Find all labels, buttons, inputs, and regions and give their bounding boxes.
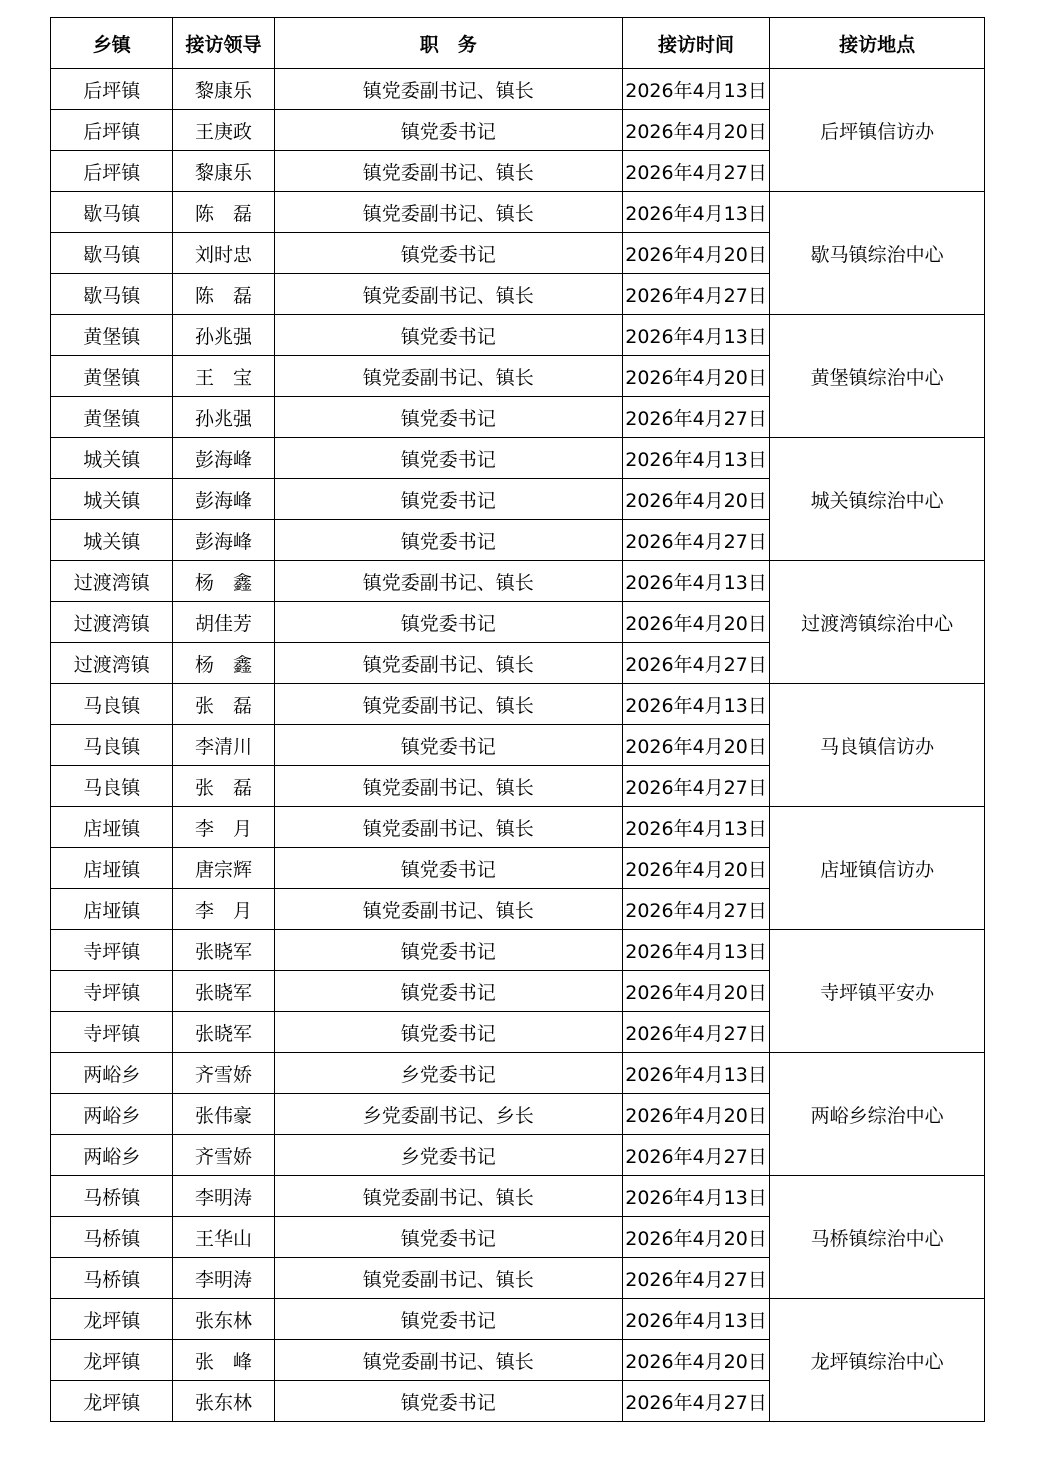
town-cell: 寺坪镇 — [51, 1012, 173, 1053]
position-cell: 镇党委书记 — [274, 1217, 622, 1258]
position-cell: 镇党委副书记、镇长 — [274, 766, 622, 807]
header-position: 职 务 — [274, 18, 622, 69]
time-cell: 2026年4月20日 — [622, 1094, 769, 1135]
position-cell: 镇党委书记 — [274, 397, 622, 438]
time-cell: 2026年4月20日 — [622, 356, 769, 397]
table-row — [51, 69, 985, 110]
town-cell: 店垭镇 — [51, 889, 173, 930]
position-cell: 镇党委副书记、镇长 — [274, 192, 622, 233]
position-cell: 镇党委副书记、镇长 — [274, 1340, 622, 1381]
leader-cell: 王庚政 — [173, 110, 274, 151]
time-cell: 2026年4月27日 — [622, 397, 769, 438]
town-cell: 过渡湾镇 — [51, 643, 173, 684]
location-cell: 马桥镇综治中心 — [770, 1176, 985, 1299]
time-cell: 2026年4月13日 — [622, 315, 769, 356]
header-location: 接访地点 — [770, 18, 985, 69]
town-cell: 后坪镇 — [51, 110, 173, 151]
location-cell: 歇马镇综治中心 — [770, 192, 985, 315]
leader-cell: 王华山 — [173, 1217, 274, 1258]
location-cell: 两峪乡综治中心 — [770, 1053, 985, 1176]
town-cell: 城关镇 — [51, 479, 173, 520]
time-cell: 2026年4月13日 — [622, 438, 769, 479]
time-cell: 2026年4月20日 — [622, 725, 769, 766]
position-cell: 镇党委副书记、镇长 — [274, 807, 622, 848]
time-cell: 2026年4月27日 — [622, 151, 769, 192]
location-cell: 店垭镇信访办 — [770, 807, 985, 930]
town-cell: 寺坪镇 — [51, 971, 173, 1012]
position-cell: 镇党委书记 — [274, 438, 622, 479]
time-cell: 2026年4月13日 — [622, 930, 769, 971]
town-cell: 马桥镇 — [51, 1258, 173, 1299]
town-cell: 过渡湾镇 — [51, 602, 173, 643]
time-cell: 2026年4月13日 — [622, 1299, 769, 1340]
table-row — [51, 1176, 985, 1217]
location-cell: 过渡湾镇综治中心 — [770, 561, 985, 684]
town-cell: 城关镇 — [51, 520, 173, 561]
table-row — [51, 438, 985, 479]
position-cell: 镇党委书记 — [274, 1299, 622, 1340]
position-cell: 镇党委书记 — [274, 315, 622, 356]
leader-cell: 张伟豪 — [173, 1094, 274, 1135]
leader-cell: 彭海峰 — [173, 438, 274, 479]
town-cell: 后坪镇 — [51, 151, 173, 192]
leader-cell: 张 峰 — [173, 1340, 274, 1381]
leader-cell: 黎康乐 — [173, 69, 274, 110]
town-cell: 两峪乡 — [51, 1135, 173, 1176]
time-cell: 2026年4月13日 — [622, 561, 769, 602]
time-cell: 2026年4月20日 — [622, 848, 769, 889]
table-row — [51, 315, 985, 356]
leader-cell: 李明涛 — [173, 1176, 274, 1217]
time-cell: 2026年4月27日 — [622, 520, 769, 561]
position-cell: 镇党委书记 — [274, 971, 622, 1012]
town-cell: 马良镇 — [51, 684, 173, 725]
position-cell: 乡党委书记 — [274, 1135, 622, 1176]
table-row — [51, 1299, 985, 1340]
time-cell: 2026年4月27日 — [622, 889, 769, 930]
location-cell: 寺坪镇平安办 — [770, 930, 985, 1053]
town-cell: 两峪乡 — [51, 1053, 173, 1094]
position-cell: 镇党委副书记、镇长 — [274, 684, 622, 725]
leader-cell: 李 月 — [173, 807, 274, 848]
leader-cell: 王 宝 — [173, 356, 274, 397]
leader-cell: 齐雪娇 — [173, 1135, 274, 1176]
town-cell: 黄堡镇 — [51, 397, 173, 438]
time-cell: 2026年4月27日 — [622, 1012, 769, 1053]
position-cell: 镇党委副书记、镇长 — [274, 69, 622, 110]
time-cell: 2026年4月27日 — [622, 274, 769, 315]
position-cell: 镇党委副书记、镇长 — [274, 643, 622, 684]
location-cell: 城关镇综治中心 — [770, 438, 985, 561]
town-cell: 黄堡镇 — [51, 315, 173, 356]
leader-cell: 刘时忠 — [173, 233, 274, 274]
location-cell: 马良镇信访办 — [770, 684, 985, 807]
leader-cell: 孙兆强 — [173, 397, 274, 438]
header-town: 乡镇 — [51, 18, 173, 69]
time-cell: 2026年4月27日 — [622, 1381, 769, 1422]
leader-cell: 杨 鑫 — [173, 643, 274, 684]
position-cell: 乡党委副书记、乡长 — [274, 1094, 622, 1135]
table-row — [51, 561, 985, 602]
time-cell: 2026年4月13日 — [622, 807, 769, 848]
reception-schedule-table — [50, 17, 985, 1422]
schedule-body — [51, 69, 985, 1422]
location-cell: 后坪镇信访办 — [770, 69, 985, 192]
town-cell: 城关镇 — [51, 438, 173, 479]
position-cell: 镇党委副书记、镇长 — [274, 1258, 622, 1299]
position-cell: 镇党委副书记、镇长 — [274, 151, 622, 192]
leader-cell: 李 月 — [173, 889, 274, 930]
town-cell: 马桥镇 — [51, 1176, 173, 1217]
position-cell: 乡党委书记 — [274, 1053, 622, 1094]
position-cell: 镇党委书记 — [274, 848, 622, 889]
town-cell: 后坪镇 — [51, 69, 173, 110]
leader-cell: 张晓军 — [173, 930, 274, 971]
time-cell: 2026年4月20日 — [622, 233, 769, 274]
header-leader: 接访领导 — [173, 18, 274, 69]
leader-cell: 彭海峰 — [173, 520, 274, 561]
leader-cell: 胡佳芳 — [173, 602, 274, 643]
leader-cell: 张东林 — [173, 1381, 274, 1422]
time-cell: 2026年4月20日 — [622, 110, 769, 151]
town-cell: 龙坪镇 — [51, 1299, 173, 1340]
leader-cell: 张晓军 — [173, 1012, 274, 1053]
position-cell: 镇党委书记 — [274, 725, 622, 766]
position-cell: 镇党委书记 — [274, 520, 622, 561]
leader-cell: 黎康乐 — [173, 151, 274, 192]
position-cell: 镇党委书记 — [274, 1012, 622, 1053]
time-cell: 2026年4月13日 — [622, 192, 769, 233]
time-cell: 2026年4月20日 — [622, 1340, 769, 1381]
time-cell: 2026年4月13日 — [622, 1176, 769, 1217]
leader-cell: 彭海峰 — [173, 479, 274, 520]
leader-cell: 张 磊 — [173, 766, 274, 807]
position-cell: 镇党委书记 — [274, 233, 622, 274]
table-row — [51, 930, 985, 971]
town-cell: 歇马镇 — [51, 192, 173, 233]
town-cell: 歇马镇 — [51, 274, 173, 315]
town-cell: 黄堡镇 — [51, 356, 173, 397]
position-cell: 镇党委书记 — [274, 110, 622, 151]
town-cell: 马良镇 — [51, 766, 173, 807]
leader-cell: 陈 磊 — [173, 192, 274, 233]
town-cell: 寺坪镇 — [51, 930, 173, 971]
town-cell: 马桥镇 — [51, 1217, 173, 1258]
time-cell: 2026年4月20日 — [622, 479, 769, 520]
header-time: 接访时间 — [622, 18, 769, 69]
position-cell: 镇党委副书记、镇长 — [274, 356, 622, 397]
town-cell: 店垭镇 — [51, 807, 173, 848]
leader-cell: 唐宗辉 — [173, 848, 274, 889]
time-cell: 2026年4月20日 — [622, 971, 769, 1012]
leader-cell: 张 磊 — [173, 684, 274, 725]
time-cell: 2026年4月13日 — [622, 69, 769, 110]
town-cell: 店垭镇 — [51, 848, 173, 889]
leader-cell: 李明涛 — [173, 1258, 274, 1299]
town-cell: 龙坪镇 — [51, 1381, 173, 1422]
position-cell: 镇党委副书记、镇长 — [274, 274, 622, 315]
town-cell: 歇马镇 — [51, 233, 173, 274]
header-row — [51, 18, 985, 69]
position-cell: 镇党委副书记、镇长 — [274, 889, 622, 930]
leader-cell: 齐雪娇 — [173, 1053, 274, 1094]
leader-cell: 陈 磊 — [173, 274, 274, 315]
time-cell: 2026年4月27日 — [622, 766, 769, 807]
leader-cell: 张晓军 — [173, 971, 274, 1012]
time-cell: 2026年4月20日 — [622, 602, 769, 643]
town-cell: 龙坪镇 — [51, 1340, 173, 1381]
table-row — [51, 192, 985, 233]
location-cell: 黄堡镇综治中心 — [770, 315, 985, 438]
position-cell: 镇党委书记 — [274, 602, 622, 643]
table-row — [51, 684, 985, 725]
time-cell: 2026年4月13日 — [622, 1053, 769, 1094]
time-cell: 2026年4月20日 — [622, 1217, 769, 1258]
town-cell: 马良镇 — [51, 725, 173, 766]
town-cell: 过渡湾镇 — [51, 561, 173, 602]
leader-cell: 张东林 — [173, 1299, 274, 1340]
leader-cell: 杨 鑫 — [173, 561, 274, 602]
table-row — [51, 1053, 985, 1094]
position-cell: 镇党委副书记、镇长 — [274, 561, 622, 602]
leader-cell: 李清川 — [173, 725, 274, 766]
town-cell: 两峪乡 — [51, 1094, 173, 1135]
location-cell: 龙坪镇综治中心 — [770, 1299, 985, 1422]
position-cell: 镇党委书记 — [274, 479, 622, 520]
leader-cell: 孙兆强 — [173, 315, 274, 356]
position-cell: 镇党委书记 — [274, 1381, 622, 1422]
table-row — [51, 807, 985, 848]
time-cell: 2026年4月27日 — [622, 1135, 769, 1176]
position-cell: 镇党委书记 — [274, 930, 622, 971]
time-cell: 2026年4月13日 — [622, 684, 769, 725]
time-cell: 2026年4月27日 — [622, 643, 769, 684]
position-cell: 镇党委副书记、镇长 — [274, 1176, 622, 1217]
time-cell: 2026年4月27日 — [622, 1258, 769, 1299]
